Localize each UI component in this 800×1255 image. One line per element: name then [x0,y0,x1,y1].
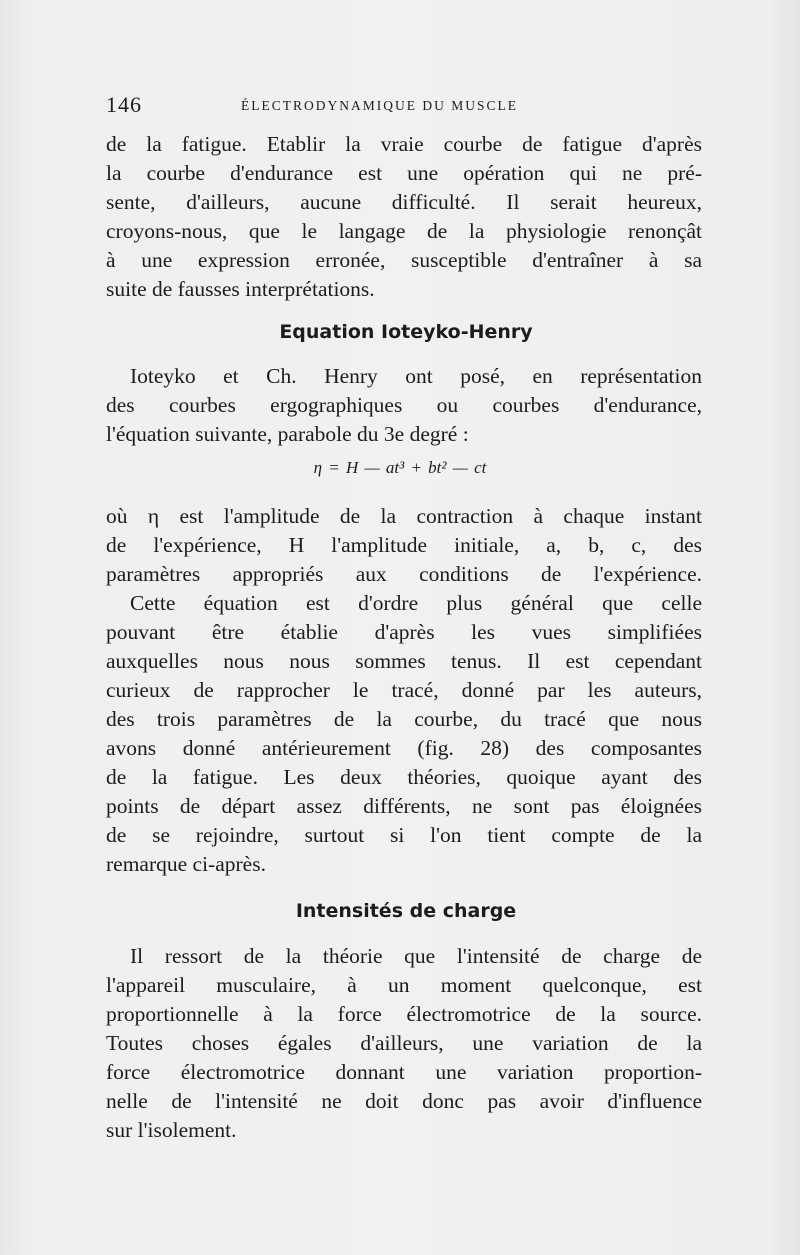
text-line: Toutes choses égales d'ailleurs, une variation de la [106,1031,702,1055]
text-line: auxquelles nous nous sommes tenus. Il est cependant [106,649,702,673]
text-line: Cette équation est d'ordre plus général que celle [130,591,702,615]
text-line: de la fatigue. Les deux théories, quoique ayant des [106,765,702,789]
section-heading-equation: Equation Ioteyko-Henry [279,321,533,343]
text-line: sente, d'ailleurs, aucune difficulté. Il serait heureux, [106,190,702,214]
text-line: Il ressort de la théorie que l'intensité de charge de [130,944,702,968]
text-line: croyons-nous, que le langage de la physiologie renonçât [106,219,702,243]
page-header [106,92,702,120]
text-line: points de départ assez différents, ne sont pas éloignées [106,794,702,818]
text-line: nelle de l'intensité ne doit donc pas avoir d'influence [106,1089,702,1113]
paragraph-ioteyko-henry [106,362,702,449]
text-line: sur l'isolement. [106,1118,237,1142]
equation: η = H — at³ + bt² — ct [313,458,487,477]
text-line: pouvant être établie d'après les vues simplifiées [106,620,702,644]
text-line: paramètres appropriés aux conditions de l'expérience. [106,562,702,586]
paragraph-fatigue [106,130,702,304]
text-line: où η est l'amplitude de la contraction à chaque instant [106,504,702,528]
text-line: l'équation suivante, parabole du 3e degré : [106,422,469,446]
text-line: Ioteyko et Ch. Henry ont posé, en représentation [130,364,702,388]
text-line: de l'expérience, H l'amplitude initiale, a, b, c, des [106,533,702,557]
text-line: de la fatigue. Etablir la vraie courbe de fatigue d'après [106,132,702,156]
text-line: remarque ci-après. [106,852,266,876]
text-line: suite de fausses interprétations. [106,277,375,301]
text-line: à une expression erronée, susceptible d'entraîner à sa [106,248,702,272]
section-heading-charge: Intensités de charge [295,900,517,922]
text-line: curieux de rapprocher le tracé, donné par les auteurs, [106,678,702,702]
text-line: des trois paramètres de la courbe, du tracé que nous [106,707,702,731]
text-line: force électromotrice donnant une variation proportion- [106,1060,702,1084]
running-head: ÉLECTRODYNAMIQUE DU MUSCLE [241,98,518,113]
paragraph-explanation [106,502,702,879]
paragraph-charge [106,942,702,1145]
text-line: la courbe d'endurance est une opération qui ne pré- [106,161,702,185]
page-number: 146 [106,92,142,117]
text-line: proportionnelle à la force électromotrice de la source. [106,1002,702,1026]
text-line: l'appareil musculaire, à un moment quelconque, est [106,973,702,997]
text-line: de se rejoindre, surtout si l'on tient compte de la [106,823,702,847]
text-line: avons donné antérieurement (fig. 28) des composantes [106,736,702,760]
text-line: des courbes ergographiques ou courbes d'endurance, [106,393,702,417]
